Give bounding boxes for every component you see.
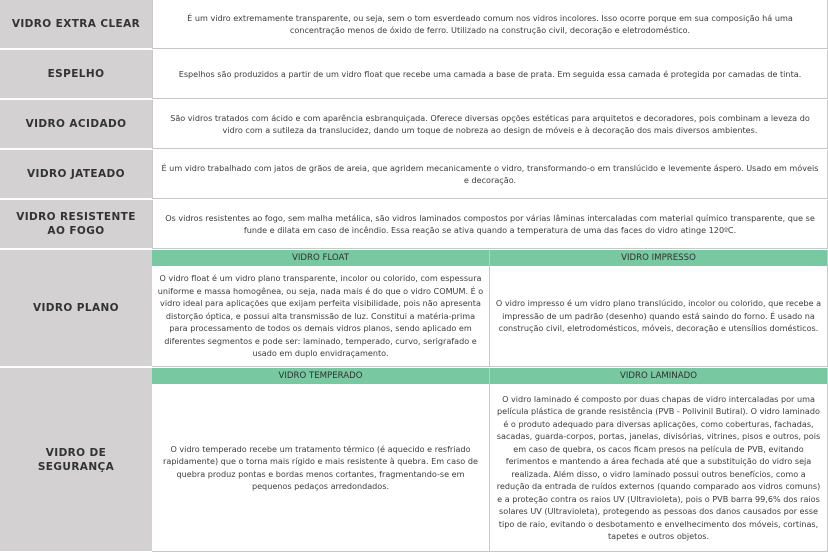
float-title: VIDRO FLOAT <box>152 250 489 266</box>
temperado-description: O vidro temperado recebe um tratamento térmico (é aquecido e resfriado rapidamente) que o torna mais rígido e mais resistente à quebra. Em caso de quebra produz pontas e bordas menos cortantes, fragmentando-se em pequenos pedaços arredondados. <box>163 443 478 491</box>
row-description: É um vidro extremamente transparente, ou seja, sem o tom esverdeado comum nos vidros incolores. Isso ocorre porque em sua composição há uma concentração menos de óxido de ferro. Utilizado na construção civil, decoração e eletrodoméstico. <box>152 0 828 48</box>
laminado-description: O vidro laminado é composto por duas chapas de vidro intercaladas por uma película plástica de grande resistência (PVB - Polivinil Butiral). O vidro laminado é o produto adequado para diversas aplicações, como coberturas, fachadas, sacadas, guarda-corpos, portas, janelas, divisórias, vitrines, pisos e outros, pois em caso de quebra, os cacos ficam presos na película de PVB, evitando ferimentos e mantendo a área fechada até que a substituição do vidro seja realizada. Além disso, o vidro laminado possui outros benefícios, como a redução da entrada de ruídos externos (quando comparado aos vidros comuns) e a proteção contra os raios UV (Ultravioleta), pois o PVB barra 99,6% dos raios solares UV (Ultravioleta), protegendo as pessoas dos danos causados por esse tipo de raio, evitando o desbotamento e envelhecimento dos móveis, cortinas, tapetes e outros objetos. <box>496 393 821 541</box>
split-columns <box>152 368 828 551</box>
row-description: Os vidros resistentes ao fogo, sem malha metálica, são vidros laminados compostos por várias lâminas intercaladas com material químico transparente, que se funde e dilata em caso de incêndio. Essa reação se ativa quando a temperatura de uma das faces do vidro atinge 120ºC. <box>152 200 828 248</box>
row-description: Espelhos são produzidos a partir de um vidro float que recebe uma camada a base de prata. Em seguida essa camada é protegida por camadas de tinta. <box>152 50 828 98</box>
row-vidro-seguranca <box>0 368 828 551</box>
laminado-title: VIDRO LAMINADO <box>490 368 827 384</box>
float-column <box>152 250 490 366</box>
row-label: VIDRO RESISTENTE AO FOGO <box>0 200 152 248</box>
row-label: VIDRO ACIDADO <box>0 100 152 148</box>
row-description: São vidros tratados com ácido e com aparência esbranquiçada. Oferece diversas opções estéticas para arquitetos e decoradores, pois combinam a leveza do vidro com a sutileza da translucidez, dando um toque de nobreza ao design de móveis e à decoração dos mais diversos ambientes. <box>152 100 828 148</box>
row-acidado <box>0 100 828 148</box>
row-extra-clear <box>0 0 828 48</box>
float-description: O vidro float é um vidro plano transparente, incolor ou colorido, com espessura uniforme e massa homogênea, ou seja, nada mais é do que o vidro COMUM. É o vidro ideal para aplicações que exijam perfeita visibilidade, pois não apresenta distorção óptica, e possui alta transmissão de luz. Constitui a matéria-prima para processamento de todos os demais vidros planos, sendo aplicado em diferentes segmentos e pode ser: laminado, temperado, curvo, serigrafado e usado em duplo envidraçamento. <box>157 273 484 359</box>
row-label: ESPELHO <box>0 50 152 98</box>
row-description: É um vidro trabalhado com jatos de grãos de areia, que agridem mecanicamente o vidro, transformando-o em translúcido e levemente áspero. Usado em móveis e decoração. <box>152 150 828 198</box>
temperado-title: VIDRO TEMPERADO <box>152 368 489 384</box>
row-label: VIDRO JATEADO <box>0 150 152 198</box>
row-resistente-fogo <box>0 200 828 248</box>
row-espelho <box>0 50 828 98</box>
row-jateado <box>0 150 828 198</box>
impresso-column <box>490 250 828 366</box>
laminado-column <box>490 368 828 551</box>
split-columns <box>152 250 828 366</box>
row-label: VIDRO EXTRA CLEAR <box>0 0 152 48</box>
row-vidro-plano <box>0 250 828 366</box>
temperado-column <box>152 368 490 551</box>
impresso-title: VIDRO IMPRESSO <box>490 250 827 266</box>
row-label: VIDRO PLANO <box>0 250 152 366</box>
table-bottom-border <box>152 551 828 552</box>
row-label: VIDRO DE SEGURANÇA <box>0 368 152 551</box>
impresso-description: O vidro impresso é um vidro plano translúcido, incolor ou colorido, que recebe a impressão de um padrão (desenho) quando está saindo do forno. É usado na construção civil, eletrodomésticos, móveis, decoração e utensílios domésticos. <box>495 298 822 334</box>
